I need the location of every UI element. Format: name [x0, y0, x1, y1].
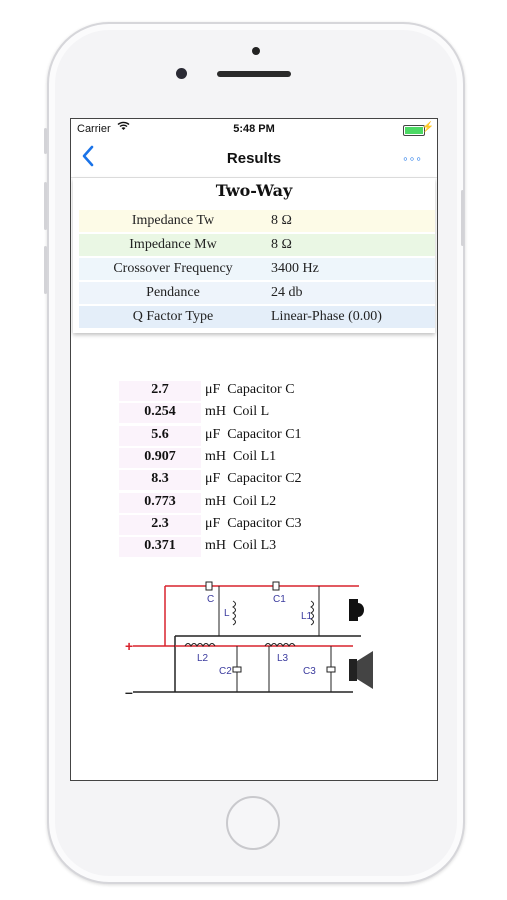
- clock: 5:48 PM: [233, 123, 275, 135]
- component-unit-name: [205, 471, 302, 487]
- component-value: 0.371: [119, 537, 201, 557]
- component-name: Coil L: [233, 404, 270, 420]
- more-options-icon[interactable]: ◦◦◦: [403, 151, 423, 166]
- capacitor-c1-symbol: [273, 582, 279, 590]
- mute-switch: [44, 128, 47, 154]
- param-value: 24 db: [271, 285, 303, 300]
- param-value: 8 Ω: [271, 213, 292, 228]
- param-label: Pendance: [146, 285, 200, 300]
- summary-card: [73, 178, 435, 333]
- component-unit-name: [205, 449, 276, 465]
- component-value: 2.3: [119, 515, 201, 535]
- earpiece-speaker: [217, 71, 291, 77]
- component-unit: μF: [205, 471, 221, 487]
- component-unit: mH: [205, 404, 226, 420]
- front-camera: [176, 68, 187, 79]
- label-l: L: [224, 608, 230, 619]
- component-unit-name: [205, 516, 302, 532]
- power-button: [461, 190, 464, 246]
- param-value: 8 Ω: [271, 237, 292, 252]
- proximity-sensor: [252, 47, 260, 55]
- component-name: Capacitor C1: [227, 426, 302, 442]
- component-name: Capacitor C3: [227, 515, 302, 531]
- component-name: Coil L1: [233, 448, 277, 464]
- component-unit: μF: [205, 515, 221, 531]
- component-unit-name: [205, 382, 295, 398]
- component-unit-name: [205, 494, 276, 510]
- param-row: [79, 306, 435, 328]
- label-c2: C2: [219, 666, 232, 677]
- charging-icon: ⚡: [421, 122, 434, 133]
- component-value: 8.3: [119, 470, 201, 490]
- capacitor-c3-symbol: [327, 667, 335, 672]
- component-value: 2.7: [119, 381, 201, 401]
- component-unit: mH: [205, 493, 226, 509]
- component-value: 0.773: [119, 493, 201, 513]
- component-unit: mH: [205, 448, 226, 464]
- component-unit: μF: [205, 426, 221, 442]
- param-label: Q Factor Type: [132, 309, 214, 324]
- component-name: Coil L2: [233, 493, 277, 509]
- volume-down-button: [44, 246, 47, 294]
- param-row: [79, 234, 435, 256]
- circuit-wires: [133, 586, 361, 692]
- component-unit: mH: [205, 538, 226, 554]
- param-row: [79, 210, 435, 232]
- component-name: Coil L3: [233, 538, 277, 554]
- component-unit-name: [205, 538, 276, 554]
- label-c3: C3: [303, 666, 316, 677]
- home-button[interactable]: [226, 796, 280, 850]
- coil-l-symbol: [233, 601, 236, 625]
- label-c: C: [207, 594, 215, 605]
- woofer-icon: [349, 651, 373, 689]
- param-value: Linear-Phase (0.00): [271, 309, 382, 324]
- volume-up-button: [44, 182, 47, 230]
- component-name: Capacitor C2: [227, 471, 302, 487]
- param-row: [79, 282, 435, 304]
- status-bar: [71, 119, 437, 141]
- param-label: Impedance Mw: [129, 237, 217, 252]
- component-unit: μF: [205, 382, 221, 397]
- tweeter-icon: [349, 599, 364, 621]
- label-minus: –: [125, 684, 133, 700]
- component-value: 0.254: [119, 403, 201, 423]
- capacitor-c2-symbol: [233, 667, 241, 672]
- param-value: 3400 Hz: [271, 261, 319, 276]
- component-value: 0.907: [119, 448, 201, 468]
- param-label: Impedance Tw: [131, 213, 215, 228]
- navigation-bar: [71, 141, 437, 178]
- component-value: 5.6: [119, 426, 201, 446]
- capacitor-c-symbol: [206, 582, 212, 590]
- param-row: [79, 258, 435, 280]
- component-unit-name: [205, 404, 269, 420]
- label-c1: C1: [273, 594, 286, 605]
- label-plus: +: [125, 638, 134, 654]
- label-l1: L1: [301, 611, 313, 622]
- label-l2: L2: [197, 653, 209, 664]
- component-name: Capacitor C: [227, 382, 295, 397]
- page-title: Results: [226, 150, 282, 167]
- component-unit-name: [205, 427, 302, 443]
- crossover-circuit-diagram: [121, 579, 383, 704]
- app-screen: [70, 118, 438, 781]
- param-label: Crossover Frequency: [113, 261, 233, 276]
- crossover-type-title: Two-Way: [215, 181, 293, 200]
- label-l3: L3: [277, 653, 289, 664]
- carrier-label: Carrier: [77, 123, 111, 135]
